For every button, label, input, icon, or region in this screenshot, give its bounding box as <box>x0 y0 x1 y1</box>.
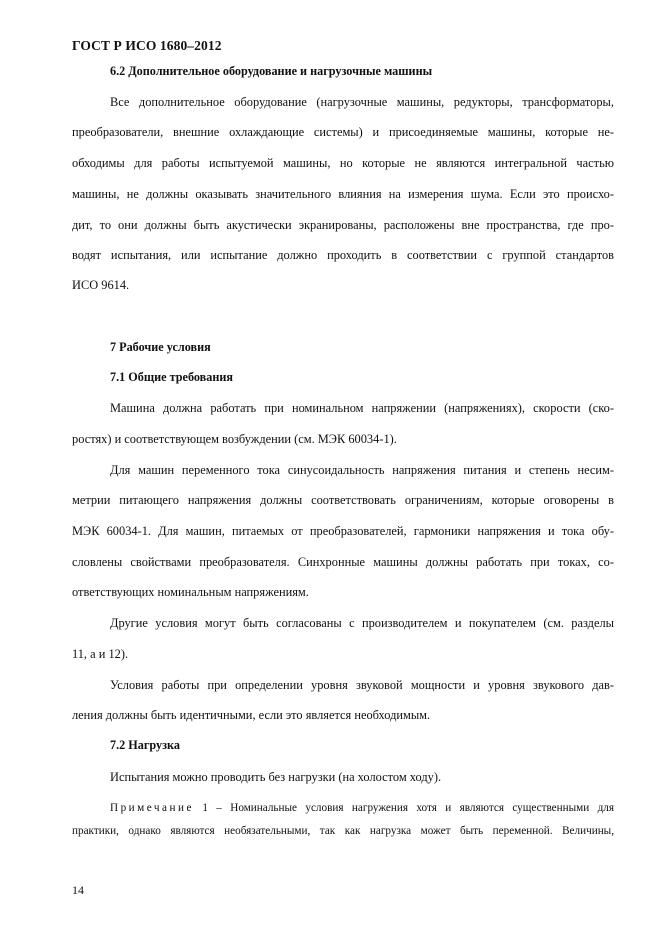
paragraph-line: Условия работы при определении уровня звуковой мощности и уровня звукового дав- <box>110 678 614 692</box>
page-number: 14 <box>72 883 84 897</box>
section-7-heading: 7 Рабочие условия <box>110 340 211 354</box>
paragraph-line: преобразователи, внешние охлаждающие системы) и присоединяемые машины, которые не- <box>72 125 614 139</box>
paragraph-line: ИСО 9614. <box>72 278 130 292</box>
paragraph-line: ления должны быть идентичными, если это является необходимым. <box>72 708 431 722</box>
paragraph-line: метрии питающего напряжения должны соответствовать ограничениям, которые оговорены в <box>72 493 614 507</box>
paragraph-line: дит, то они должны быть акустически экранированы, расположены вне пространства, где про- <box>72 218 614 232</box>
paragraph-line: ростях) и соответствующем возбуждении (см. МЭК 60034-1). <box>72 432 397 446</box>
paragraph-line: обходимы для работы испытуемой машины, но которые не являются интегральной частью <box>72 156 614 170</box>
paragraph-line: словлены свойствами преобразователя. Синхронные машины должны работать при токах, со- <box>72 555 614 569</box>
paragraph-line: водят испытания, или испытание должно проходить в соответствии с группой стандартов <box>72 248 614 262</box>
paragraph-line: Испытания можно проводить без нагрузки (на холостом ходу). <box>110 770 442 784</box>
paragraph-line: Другие условия могут быть согласованы с производителем и покупателем (см. разделы <box>110 616 614 630</box>
paragraph-line: Все дополнительное оборудование (нагрузочные машины, редукторы, трансформаторы, <box>110 95 614 109</box>
paragraph-line: Машина должна работать при номинальном напряжении (напряжениях), скорости (ско- <box>110 401 614 415</box>
note-line <box>110 800 614 816</box>
document-header: ГОСТ Р ИСО 1680–2012 <box>72 38 222 53</box>
note-text: 1 – Номинальные условия нагружения хотя и являются существенными для <box>193 802 614 814</box>
paragraph-line: МЭК 60034-1. Для машин, питаемых от преобразователей, гармоники напряжения и тока обу- <box>72 524 614 538</box>
note-line: практики, однако являются необязательными, так как нагрузка может быть переменной. Величины, <box>72 825 614 837</box>
paragraph-line: Для машин переменного тока синусоидальность напряжения питания и степень несим- <box>110 463 614 477</box>
section-7-1-heading: 7.1 Общие требования <box>110 370 233 384</box>
paragraph-line: машины, не должны оказывать значительного влияния на измерения шума. Если это происхо- <box>72 187 614 201</box>
paragraph-line: ответствующих номинальным напряжениям. <box>72 585 309 599</box>
section-7-2-heading: 7.2 Нагрузка <box>110 738 180 752</box>
section-6-2-heading: 6.2 Дополнительное оборудование и нагрузочные машины <box>110 64 433 78</box>
paragraph-line: 11, а и 12). <box>72 647 129 661</box>
note-label: Примечание <box>110 802 194 814</box>
